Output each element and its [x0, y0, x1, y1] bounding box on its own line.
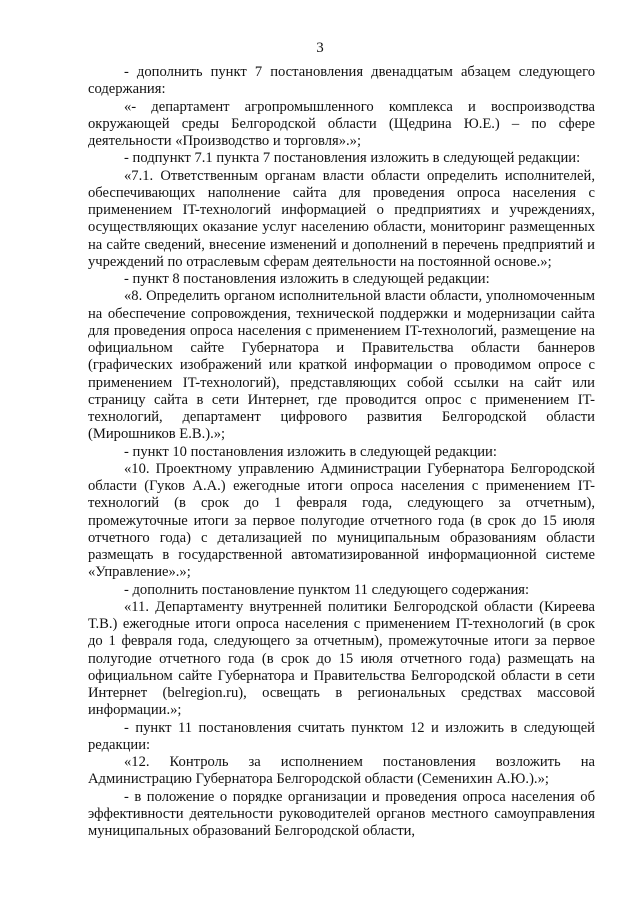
- paragraph-9: - дополнить постановление пунктом 11 следующего содержания:: [124, 581, 530, 598]
- paragraph-13: - в положение о порядке организации и проведения опроса населения об эффективности деятельности руководителей органов местного самоуправления муниципальных образований Белгородской области,: [88, 788, 595, 839]
- paragraph-4: «7.1. Ответственным органам власти области определить исполнителей, обеспечивающих наполнение сайта для проведения опроса населения с применением IT-технологий информацией о предприятиях и учреждениях, осуществляющих оказание услуг населению области, мониторинг размещенных на сайте сведений, внесение изменений и дополнений в перечень предприятий и учреждений по отраслевым сферам деятельности на постоянной основе.»;: [88, 167, 595, 270]
- paragraph-10: «11. Департаменту внутренней политики Белгородской области (Киреева Т.В.) ежегодные итоги опроса населения с применением IT-технологий (в срок до 1 февраля года, следующего за отчетным), промежуточные итоги за первое полугодие отчетного года (в срок до 15 июля отчетного года) размещать на официальном сайте Губернатора и Правительства Белгородской области в сети Интернет (belregion.ru), освещать в региональных средствах массовой информации.»;: [88, 598, 595, 719]
- paragraph-12: «12. Контроль за исполнением постановления возложить на Администрацию Губернатора Белгородской области (Семенихин А.Ю.).»;: [88, 754, 595, 788]
- paragraph-2: «- департамент агропромышленного комплекса и воспроизводства окружающей среды Белгородской области (Щедрина Ю.Е.) – по сфере деятельности «Производство и торговля».»;: [88, 98, 595, 149]
- paragraph-8: «10. Проектному управлению Администрации Губернатора Белгородской области (Гуков А.А.) ежегодные итоги опроса населения с применением IT-технологий (в срок до 1 февраля года, следующего за отчетным), промежуточные итоги за первое полугодие отчетного года (в срок до 15 июля отчетного года) с детализацией по муниципальным образованиям области размещать в государственной автоматизированной информационной системе «Управление».»;: [88, 460, 595, 581]
- page-number: 3: [316, 40, 324, 56]
- document-body: [88, 64, 595, 840]
- paragraph-1: - дополнить пункт 7 постановления двенадцатым абзацем следующего содержания:: [88, 64, 595, 98]
- paragraph-7: - пункт 10 постановления изложить в следующей редакции:: [124, 443, 497, 460]
- paragraph-11: - пункт 11 постановления считать пунктом 12 и изложить в следующей редакции:: [88, 719, 595, 753]
- paragraph-6: «8. Определить органом исполнительной власти области, уполномоченным на обеспечение сопровождения, технической поддержки и модернизации сайта для проведения опроса населения с применением IT-технологий, размещение на официальном сайте Губернатора и Правительства области баннеров (графических изображений или краткой информации о проводимом опросе с применением IT-технологий), представляющих собой ссылки на сайт или страницу сайта в сети Интернет, где проводится опрос с применением IT-технологий, департамент цифрового развития Белгородской области (Мирошников Е.В.).»;: [88, 288, 595, 443]
- paragraph-3: - подпункт 7.1 пункта 7 постановления изложить в следующей редакции:: [124, 150, 581, 167]
- paragraph-5: - пункт 8 постановления изложить в следующей редакции:: [124, 271, 490, 287]
